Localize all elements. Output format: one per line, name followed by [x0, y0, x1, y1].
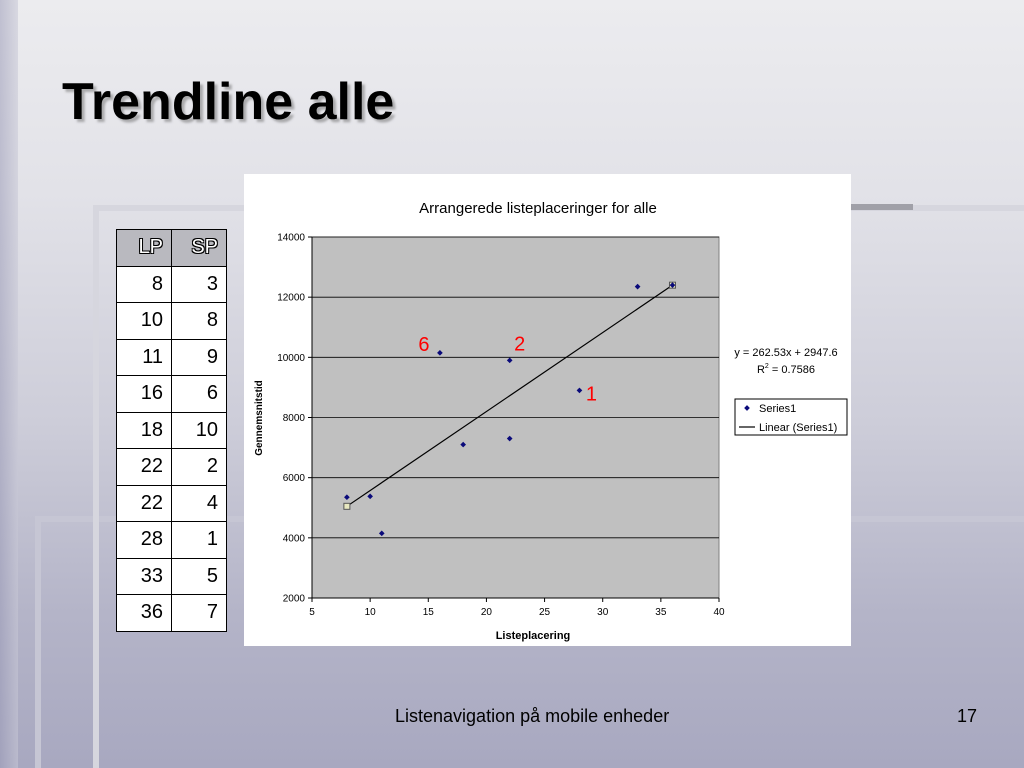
cell-lp: 22	[117, 449, 172, 486]
header-lp: LP	[117, 230, 172, 267]
legend-label-series1: Series1	[759, 403, 797, 415]
decorative-strip	[850, 204, 913, 210]
data-table	[116, 229, 227, 632]
y-axis-label: Gennemsnitstid	[254, 380, 265, 456]
chart-title: Arrangerede listeplaceringer for alle	[419, 200, 657, 217]
cell-lp: 10	[117, 303, 172, 340]
table-row	[117, 558, 227, 595]
cell-lp: 16	[117, 376, 172, 413]
x-tick-label: 35	[655, 607, 667, 618]
cell-sp: 1	[172, 522, 227, 559]
x-tick-label: 20	[480, 607, 492, 618]
table-row	[117, 339, 227, 376]
cell-lp: 22	[117, 485, 172, 522]
y-tick-label: 12000	[277, 292, 305, 304]
x-tick-label: 30	[597, 607, 609, 618]
legend	[735, 399, 847, 435]
slide-footer: Listenavigation på mobile enheder	[395, 706, 670, 726]
legend-label-linear: Linear (Series1)	[759, 422, 838, 434]
table-row	[117, 449, 227, 486]
annotation-label: 1	[585, 383, 598, 406]
y-tick-label: 8000	[282, 413, 305, 424]
annotation-label: 2	[514, 333, 526, 356]
x-tick-label: 40	[713, 607, 725, 618]
x-tick-label: 25	[539, 607, 551, 618]
trendline-equation: y = 262.53x + 2947.6	[734, 347, 838, 359]
y-tick-label: 6000	[282, 473, 305, 485]
cell-sp: 3	[172, 266, 227, 303]
cell-sp: 9	[172, 339, 227, 376]
decorative-left-band	[0, 0, 18, 768]
cell-sp: 10	[172, 412, 227, 449]
y-tick-label: 2000	[282, 593, 305, 605]
x-tick-label: 5	[309, 607, 315, 618]
cell-sp: 7	[172, 595, 227, 632]
y-tick-label: 10000	[277, 352, 305, 364]
header-sp: SP	[172, 230, 227, 267]
y-tick-label: 14000	[277, 232, 305, 244]
cell-sp: 4	[172, 485, 227, 522]
table-row	[117, 376, 227, 413]
table-row	[117, 595, 227, 632]
cell-lp: 36	[117, 595, 172, 632]
cell-sp: 6	[172, 376, 227, 413]
cell-lp: 28	[117, 522, 172, 559]
trendline-endpoint	[344, 503, 350, 509]
page-number: 17	[957, 706, 978, 726]
r-squared-label: $R^2 = 0.7586$	[756, 363, 816, 376]
x-tick-label: 15	[422, 607, 434, 618]
scatter-chart	[244, 174, 851, 646]
table-row	[117, 303, 227, 340]
table-header-row	[117, 230, 227, 267]
y-tick-label: 4000	[282, 533, 305, 545]
cell-lp: 8	[117, 266, 172, 303]
x-axis-label: Listeplacering	[495, 630, 571, 642]
table-row	[117, 412, 227, 449]
cell-lp: 18	[117, 412, 172, 449]
cell-sp: 8	[172, 303, 227, 340]
x-tick-label: 10	[364, 607, 376, 618]
slide-title: Trendline alle	[62, 73, 395, 131]
cell-sp: 2	[172, 449, 227, 486]
annotation-label: 6	[418, 333, 430, 356]
table-row	[117, 266, 227, 303]
cell-sp: 5	[172, 558, 227, 595]
chart-container	[244, 174, 851, 646]
table-row	[117, 522, 227, 559]
table-row	[117, 485, 227, 522]
cell-lp: 11	[117, 339, 172, 376]
cell-lp: 33	[117, 558, 172, 595]
